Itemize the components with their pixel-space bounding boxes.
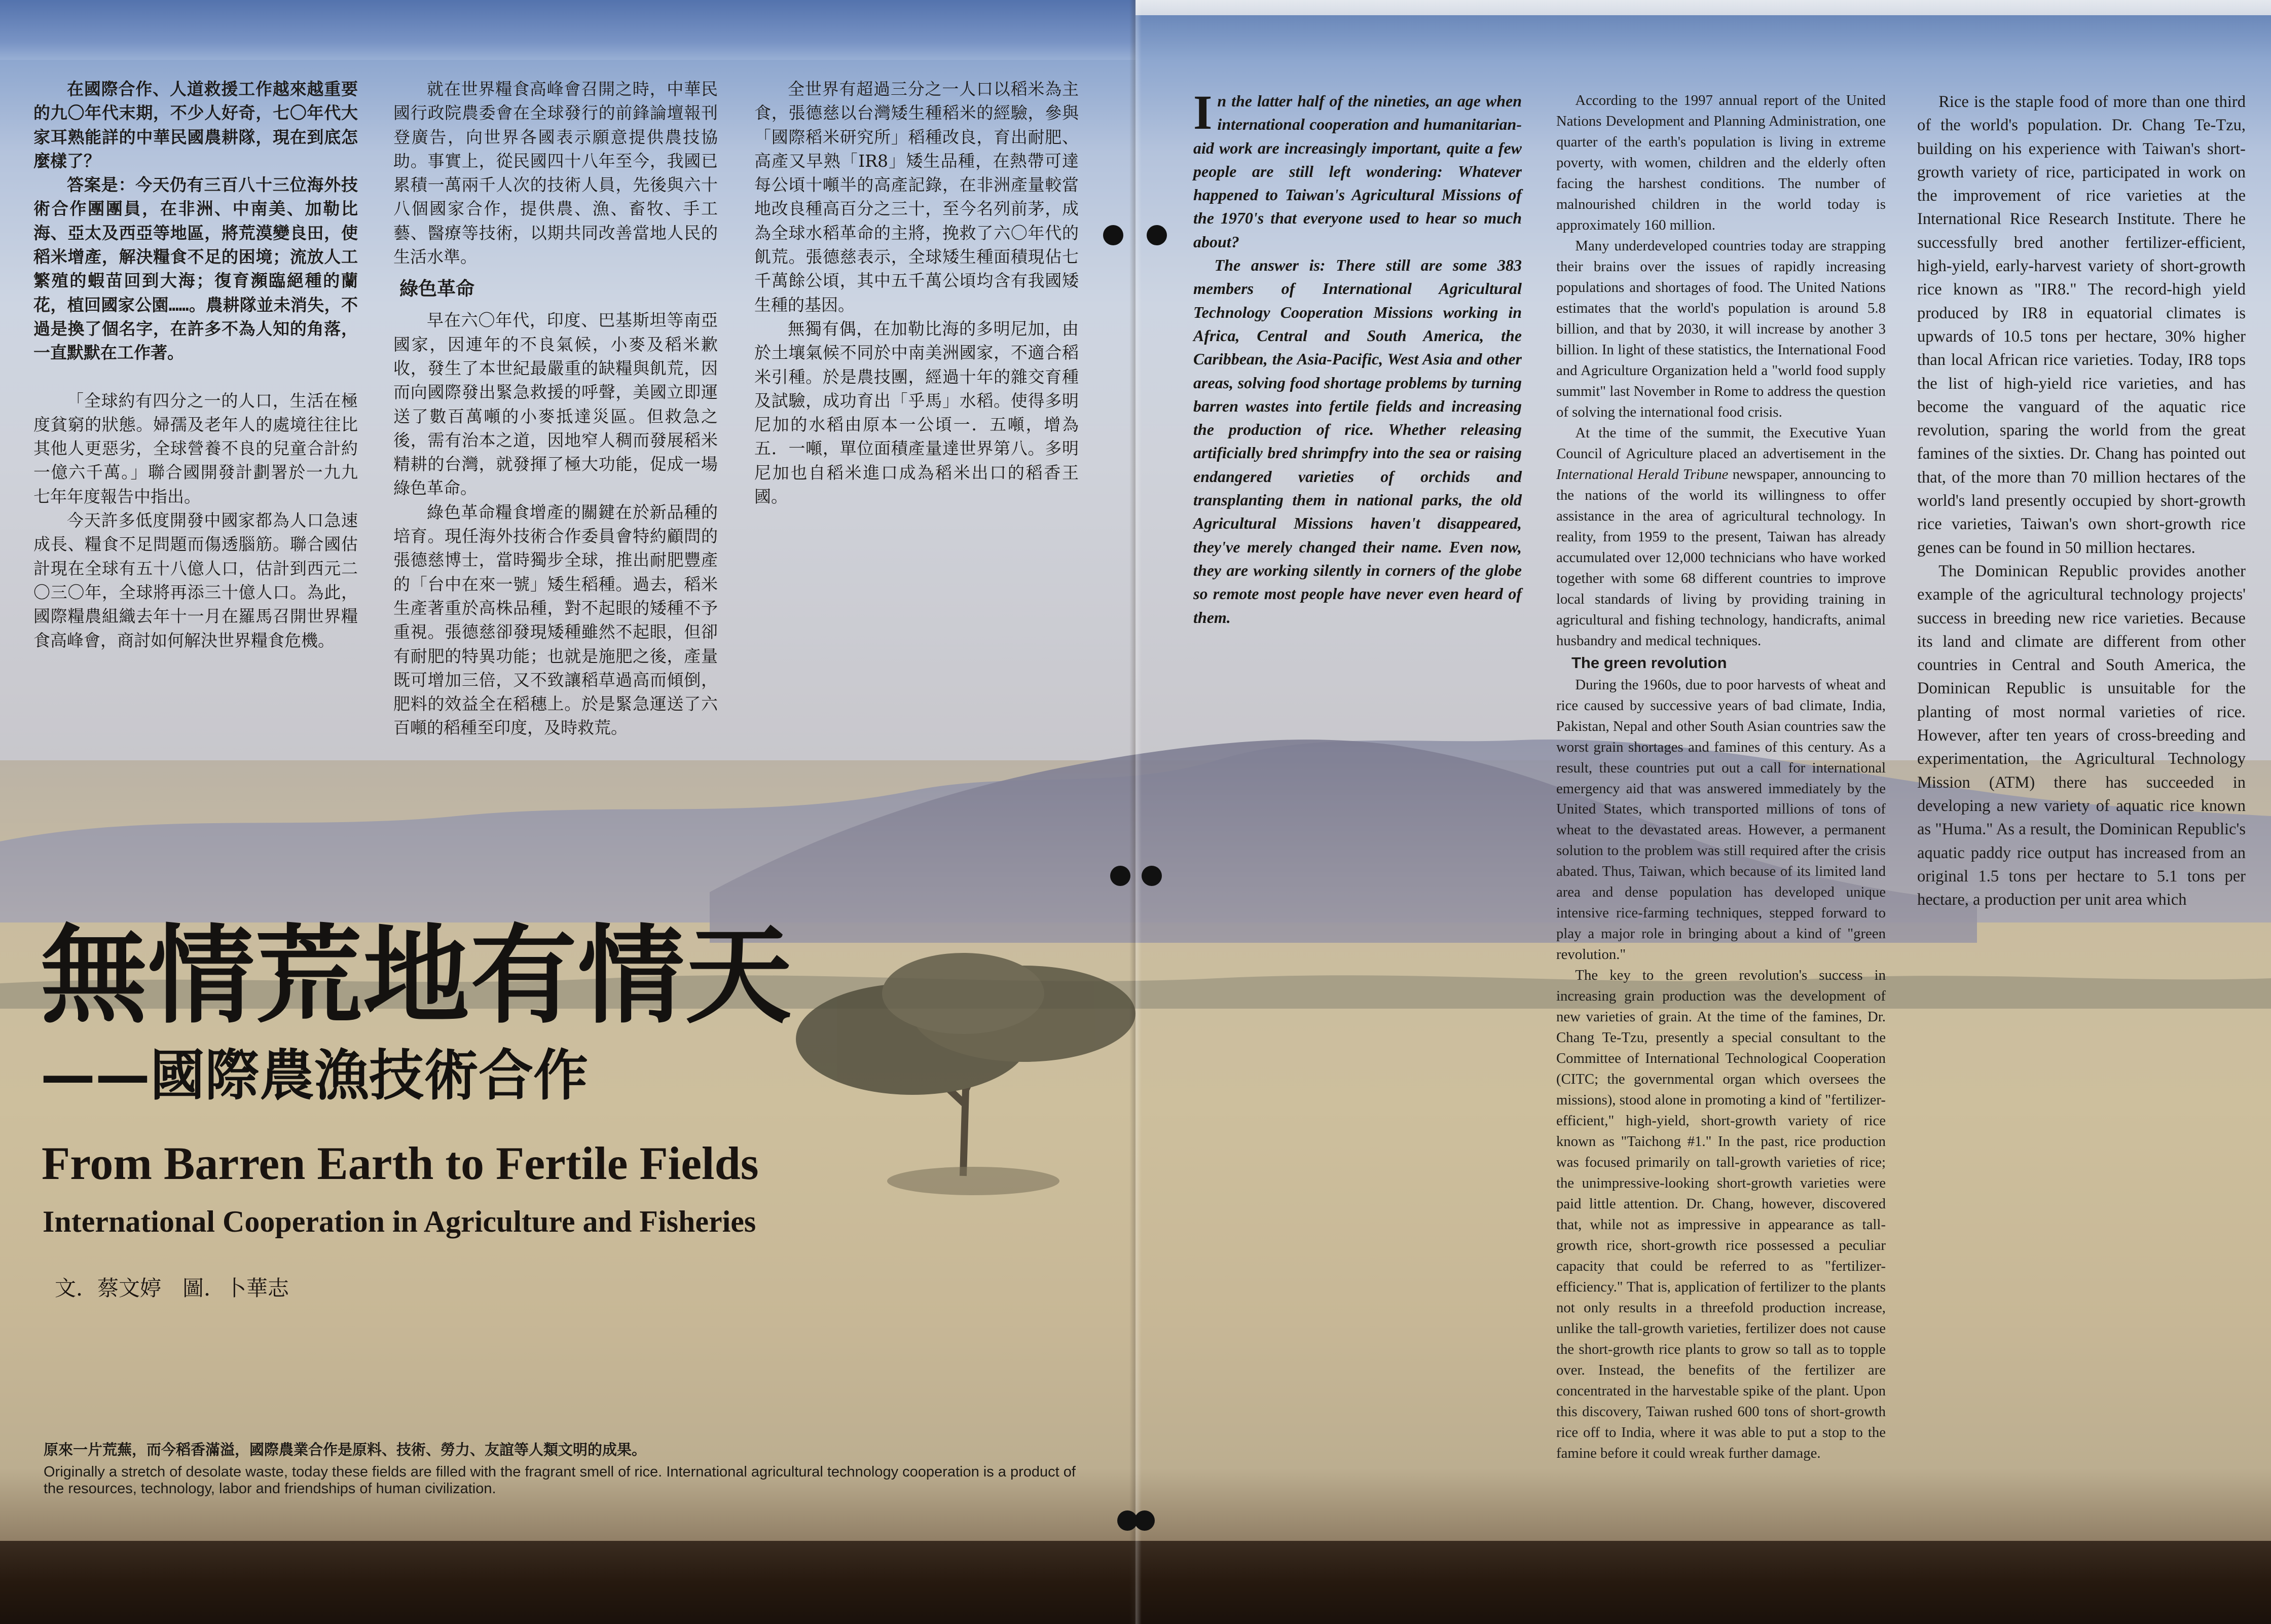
zh-intro-answer: 答案是：今天仍有三百八十三位海外技術合作團團員，在非洲、中南美、加勒比海、亞太及西亞等地區，將荒漠變良田，使稻米增產，解決糧食不足的困境；流放人工繁殖的蝦苗回到大海；復育瀕臨絕種的蘭花，植回國家公園……。農耕隊並未消失，不過是換了個名字，在許多不為人知的角落，一直默默在工作著。 bbox=[33, 175, 358, 363]
en-paragraph: The key to the green revolution's success in increasing grain production was the development of new varieties of grain. At the time of the famines, Dr. Chang Te-Tzu, presently a special consultant to the Committee of International Technological Cooperation (CITC; the governmental organ which oversees the missions), stood alone in promoting a kind of "fertilizer-efficient," high-yield, short-growth variety of rice known as "Taichong #1." In the past, rice production was focused primarily on tall-growth varieties of rice; the unimpressive-looking short-growth varieties were paid little attention. Dr. Chang, however, discovered that, while not as impressive in appearance as tall-growth rice, short-growth rice possessed a peculiar capacity that could be referred to as "fertilizer-efficiency." That is, application of fertilizer to the plants not only results in a threefold production increase, unlike the tall-growth varieties, fertilizer does not cause the short-growth rice plants to grow so tall as to topple over. Instead, the benefits of the fertilizer are concentrated in the harvestable spike of the plant. Upon this discovery, Taiwan rushed 600 tons of short-growth rice off to India, where it was able to put a stop to the famine before it could wreak further damage. bbox=[1556, 967, 1886, 1461]
en-paragraph: During the 1960s, due to poor harvests of wheat and rice caused by successive years of bad climate, India, Pakistan, Nepal and other South Asian countries saw the worst grain shortages and famines of this century. As a result, these countries put out a call for international emergency aid that was answered immediately by the United States, which transported millions of tons of wheat to the devastated areas. However, a permanent solution to the problem was still required after the crisis abated. Thus, Taiwan, which because of its limited land area and dense population has developed unique intensive rice-farming techniques, stepped forward to play a major role in bringing about a kind of "green revolution." bbox=[1556, 676, 1886, 963]
en-section-heading: The green revolution bbox=[1571, 653, 1727, 672]
binder-hole bbox=[1147, 225, 1167, 245]
binder-hole bbox=[1134, 1510, 1155, 1531]
page-fold bbox=[1129, 0, 1142, 1624]
en-text: At the time of the summit, the Executive Yuan Council of Agriculture placed an advertisement in the bbox=[1556, 424, 1886, 462]
en-column-3 bbox=[1917, 90, 2246, 911]
zh-paragraph: 「全球約有四分之一的人口，生活在極度貧窮的狀態。婦孺及老年人的處境往往比其他人更惡劣，全球營養不良的兒童合計約一億六千萬。」聯合國開發計劃署於一九九七年年度報告中指出。 bbox=[33, 390, 358, 506]
byline: 文．蔡文婷 圖．卜華志 bbox=[55, 1276, 289, 1301]
title-english: From Barren Earth to Fertile Fields bbox=[42, 1137, 759, 1189]
zh-column-2 bbox=[393, 77, 718, 740]
en-paragraph: Many underdeveloped countries today are strapping their brains over the issues of rapidly increasing populations and shortages of food. The United Nations estimates that the world's population is around 5.8 billion, and that by 2030, it will increase by another 3 billion. In light of these statistics, the International Food and Agriculture Organization held a "world food supply summit" last November in Rome to address the question of solving the international food crisis. bbox=[1556, 237, 1886, 420]
en-paragraph: The Dominican Republic provides another example of the agricultural technology projects' success in breeding new rice varieties. Because its land and climate are different from other countries in Central and South America, the Dominican Republic is unsuitable for the planting of most normal varieties of rice. However, after ten years of cross-breeding and experimentation, the Agricultural Technology Mission (ATM) there has succeeded in developing a new variety of aquatic rice known as "Huma." As a result, the Dominican Republic's aquatic paddy rice output has increased from an original 1.5 tons per hectare to 5.1 tons per hectare, a production per unit area which bbox=[1917, 562, 2246, 909]
sky-top-strip-left bbox=[0, 0, 1136, 60]
zh-paragraph: 全世界有超過三分之一人口以稻米為主食，張德慈以台灣矮生種稻米的經驗，參與「國際稻米研究所」稻種改良，育出耐肥、高產又早熟「IR8」矮生品種，在熱帶可達每公頃十噸半的高產記錄，在非洲產量較當地改良種高百分之三十，至今名列前茅，成為全球水稻革命的主將，挽救了六〇年代的飢荒。張德慈表示，全球矮生種面積現佔七千萬餘公頃，其中五千萬公頃均含有我國矮生種的基因。 bbox=[754, 79, 1079, 315]
zh-paragraph: 無獨有偶，在加勒比海的多明尼加，由於土壤氣候不同於中南美洲國家，不適合稻米引種。於是農技團，經過十年的雜交育種及試驗，成功育出「乎馬」水稻。使得多明尼加的水稻由原本一公頃一．五噸，增為五．一噸，單位面積產量達世界第八。多明尼加也自稻米進口成為稻米出口的稻香王國。 bbox=[754, 318, 1079, 507]
en-paragraph: According to the 1997 annual report of the United Nations Development and Planning Administration, one quarter of the earth's population is living in extreme poverty, with women, children and the elderly often facing the harshest conditions. The number of malnourished children in the world today is approximately 160 million. bbox=[1556, 92, 1886, 233]
zh-paragraph: 早在六〇年代，印度、巴基斯坦等南亞國家，因連年的不良氣候，小麥及稻米歉收，發生了本世紀最嚴重的缺糧與飢荒，因而向國際發出緊急救援的呼聲，美國立即運送了數百萬噸的小麥抵達災區。但救急之後，需有治本之道，因地窄人稠而發展稻米精耕的台灣，就發揮了極大功能，促成一場綠色革命。 bbox=[393, 310, 718, 498]
sky-top-strip-right bbox=[1136, 0, 2271, 15]
zh-intro-question: 在國際合作、人道救援工作越來越重要的九〇年代末期，不少人好奇，七〇年代大家耳熟能詳的中華民國農耕隊，現在到底怎麼樣了？ bbox=[33, 79, 358, 171]
subtitle-english: International Cooperation in Agriculture and Fisheries bbox=[43, 1205, 756, 1238]
photo-caption-chinese: 原來一片荒蕪，而今稻香滿溢，國際農業合作是原料、技術、勞力、友誼等人類文明的成果。 bbox=[44, 1441, 647, 1458]
en-paragraph: Rice is the staple food of more than one third of the world's population. Dr. Chang Te-Tzu, building on his experience with Taiwan's short-growth variety of rice, participated in work on the improvement of rice varieties at the International Rice Research Institute. There he successfully bred another fertilizer-efficient, high-yield, early-harvest variety of short-growth rice known as "IR8." The record-high yield produced by IR8 in equatorial climates is upwards of 10.5 tons per hectare, 30% higher than local African rice varieties. Today, IR8 tops the list of high-yield rice varieties, and has become the vanguard of the aquatic rice revolution, sparing the world from the great famines of the sixties. Dr. Chang has pointed out that, of the more than 70 million hectares of the world's land presently occupied by short-growth rice varieties, Taiwan's own short-growth rice genes can be found in 50 million hectares. bbox=[1917, 93, 2246, 557]
zh-column-1 bbox=[33, 77, 358, 652]
en-intro bbox=[1193, 85, 1522, 629]
subtitle-chinese: ——國際農漁技術合作 bbox=[41, 1044, 589, 1108]
binder-hole bbox=[1103, 225, 1123, 245]
photo-caption-english: Originally a stretch of desolate waste, today these fields are filled with the fragrant smell of rice. International agricultural technology cooperation is a product of the resources, technology, labor and friendships of human civilization. bbox=[44, 1464, 1076, 1497]
binder-hole bbox=[1142, 866, 1162, 886]
en-intro-paragraph: The answer is: There still are some 383 members of International Agricultural Technology Cooperation Missions working in Africa, Central and South America, the Caribbean, the Asia-Pacific, West Asia and other areas, solving food shortage problems by turning barren wastes into fertile fields and increasing the production of rice. Whether releasing artificially bred shrimpfry into the sea or raising endangered varieties of orchids and transplanting them in national parks, the old Agricultural Missions haven't disappeared, they've merely changed their name. Even now, they are working silently in corners of the globe so remote most people have never even heard of them. bbox=[1193, 256, 1522, 626]
zh-section-heading: 綠色革命 bbox=[399, 278, 474, 300]
title-chinese: 無情荒地有情天 bbox=[41, 913, 793, 1038]
drop-cap: I bbox=[1193, 85, 1213, 139]
zh-paragraph: 今天許多低度開發中國家都為人口急速成長、糧食不足問題而傷透腦筋。聯合國估計現在全球有五十八億人口，估計到西元二〇三〇年，全球將再添三十億人口。為此，國際糧農組織去年十一月在羅馬召開世界糧食高峰會，商討如何解決世界糧食危機。 bbox=[33, 510, 358, 650]
en-intro-paragraph bbox=[1193, 85, 1522, 253]
zh-paragraph: 綠色革命糧食增產的關鍵在於新品種的培育。現任海外技術合作委員會特約顧問的張德慈博士，當時獨步全球，推出耐肥豐產的「台中在來一號」矮生稻種。過去，稻米生產著重於高株品種，對不起眼的矮種不予重視。張德慈卻發現矮種雖然不起眼，但卻有耐肥的特異功能；也就是施肥之後，產量既可增加三倍，又不致讓稻草過高而傾倒，肥料的效益全在稻穗上。於是緊急運送了六百噸的稻種至印度，及時救荒。 bbox=[393, 502, 718, 738]
zh-column-3 bbox=[754, 77, 1079, 508]
binder-hole bbox=[1110, 866, 1130, 886]
newspaper-name: International Herald Tribune bbox=[1556, 466, 1729, 483]
en-text: newspaper, announcing to the nations of the world its willingness to offer assistance in the area of agricultural technology. In reality, from 1959 to the present, Taiwan has already accumulated over 12,000 technicians who have worked together with some 68 different countries to improve local standards of living by providing training in agricultural and fishing technology, handicrafts, animal husbandry and medical techniques. bbox=[1556, 466, 1886, 649]
en-paragraph bbox=[1556, 423, 1886, 651]
en-intro-text: n the latter half of the nineties, an age when international cooperation and humanitarian-aid work are increasingly important, quite a few people are still left wondering: Whatever happened to Taiwan's Agricultural Missions of the 1970's that everyone used to hear so much about? bbox=[1193, 92, 1522, 251]
zh-paragraph: 就在世界糧食高峰會召開之時，中華民國行政院農委會在全球發行的前鋒論壇報刊登廣告，向世界各國表示願意提供農技協助。事實上，從民國四十八年至今，我國已累積一萬兩千人次的技術人員，先後與六十八個國家合作，提供農、漁、畜牧、手工藝、醫療等技術，以期共同改善當地人民的生活水準。 bbox=[393, 79, 718, 267]
en-column-2 bbox=[1556, 90, 1886, 1464]
